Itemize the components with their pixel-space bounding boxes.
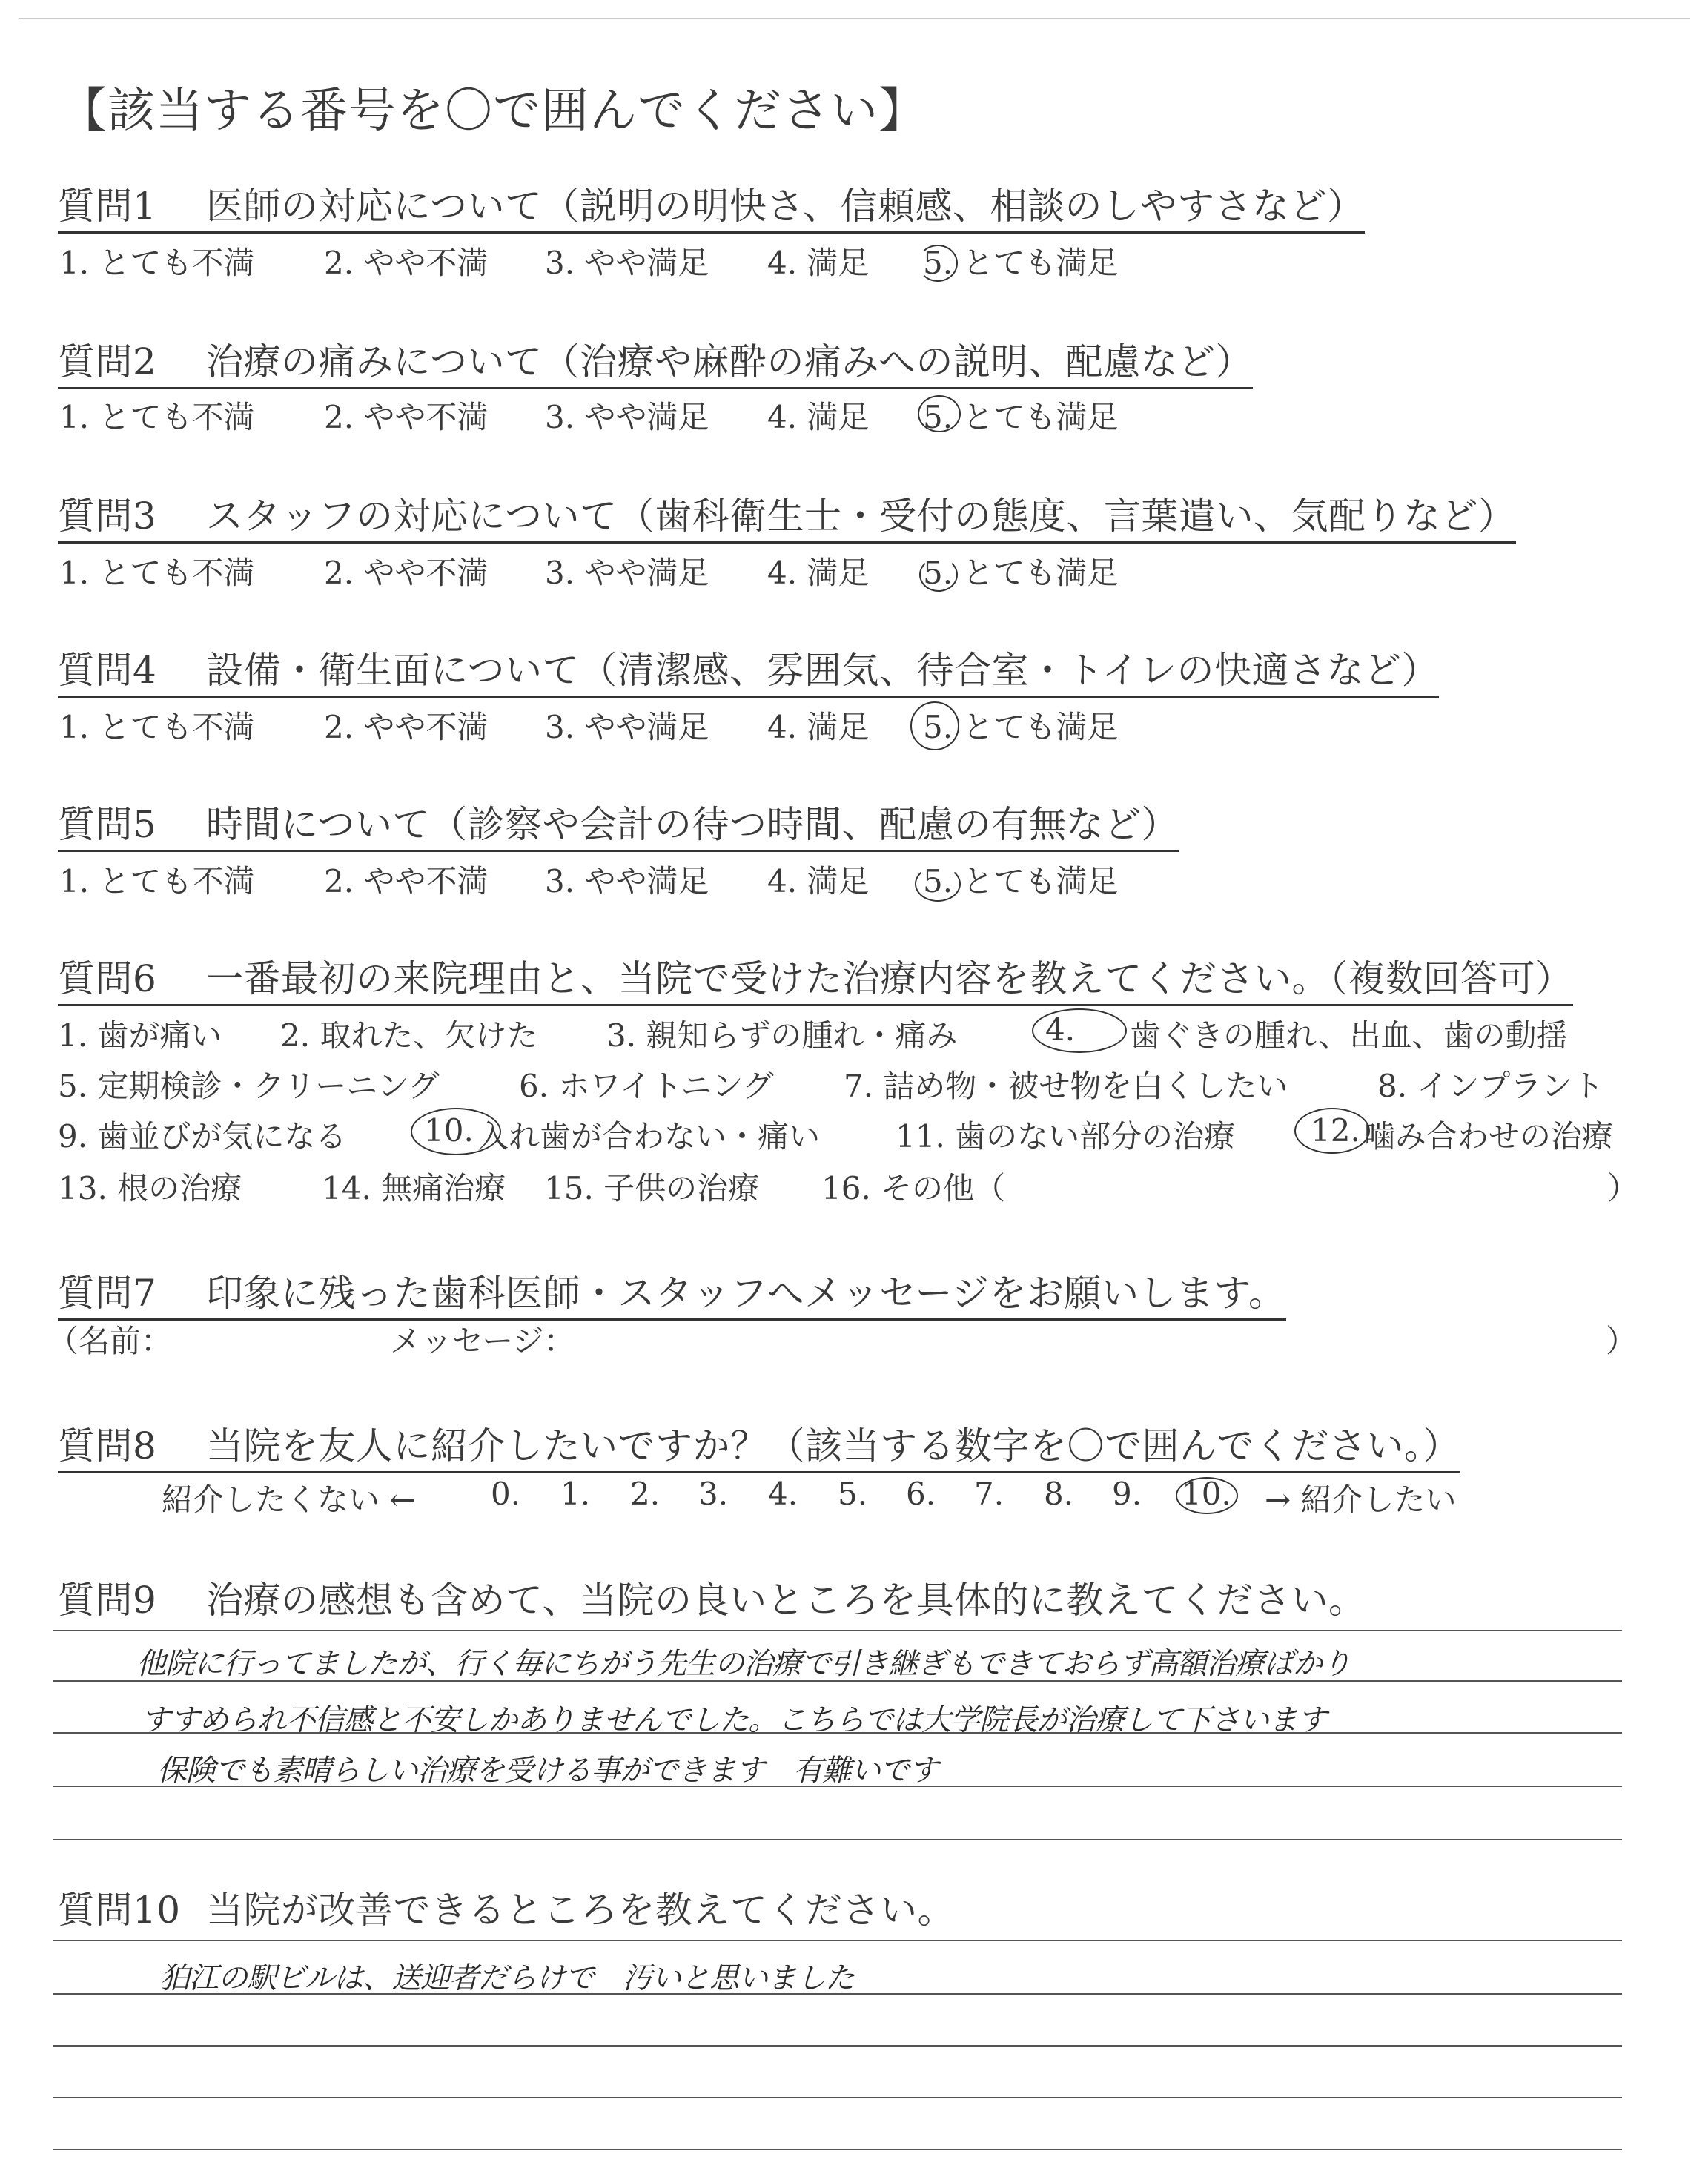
scale-9[interactable]: 9. [1112,1476,1142,1512]
question-number: 質問2 [58,340,157,383]
option-1[interactable]: 1. とても不満 [59,399,255,435]
q6-selection-mark-4 [1032,1008,1127,1053]
option-4[interactable]: 4. 満足 [767,399,870,435]
option-2[interactable]: 2. やや不満 [324,863,489,899]
q6-option-12-number[interactable]: 12. [1311,1112,1360,1149]
name-field-label[interactable]: （名前： [47,1323,173,1359]
option-3[interactable]: 3. やや満足 [545,555,709,591]
question-1-heading [58,176,1365,234]
answer-line [53,1630,1622,1631]
question-text: 時間について（診察や会計の待つ時間、配慮の有無など） [206,803,1179,846]
question-6-heading [58,949,1573,1006]
scale-right-label: → 紹介したい [1265,1482,1457,1518]
question-3 [58,486,1516,544]
top-border [19,18,1690,19]
q6-option-10-label[interactable]: 入れ歯が合わない・痛い [477,1118,821,1155]
answer-line [53,2045,1622,2047]
q6-option-2[interactable]: 2. 取れた、欠けた [280,1017,538,1054]
q7-close-paren: ） [1606,1323,1638,1359]
scale-10[interactable]: 10. [1182,1476,1231,1512]
answer-line [53,2097,1622,2098]
question-1 [58,176,1365,234]
question-5-heading [58,795,1179,852]
option-5[interactable]: 5. とても満足 [923,863,1119,899]
option-4[interactable]: 4. 満足 [767,709,870,745]
answer-line [53,1940,1622,1941]
q6-option-14[interactable]: 14. 無痛治療 [322,1170,506,1206]
option-2[interactable]: 2. やや不満 [324,709,489,745]
question-text: スタッフの対応について（歯科衛生士・受付の態度、言葉遣い、気配りなど） [206,495,1516,538]
scale-1[interactable]: 1. [560,1476,591,1512]
question-number: 質問1 [58,185,157,228]
q6-option-6[interactable]: 6. ホワイトニング [519,1068,774,1104]
question-10 [58,1880,955,1935]
scale-3[interactable]: 3. [698,1476,729,1512]
q10-answer[interactable]: 狛江の駅ビルは、送迎者だらけで 汚いと思いました [160,1961,854,1995]
q4-selection-mark [910,701,959,750]
question-4-heading [58,641,1439,698]
question-10-heading [58,1880,955,1935]
question-2 [58,332,1253,389]
q6-option-8[interactable]: 8. インプラント [1377,1068,1604,1104]
q9-answer-line-2[interactable]: すすめられ不信感と不安しかありませんでした。こちらでは大学院長が治療して下さいます [141,1703,1326,1737]
option-3[interactable]: 3. やや満足 [545,863,709,899]
option-4[interactable]: 4. 満足 [767,245,870,281]
option-5[interactable]: 5. とても満足 [923,399,1119,435]
q2-selection-mark [918,395,961,432]
option-4[interactable]: 4. 満足 [767,863,870,899]
page-title: 【該当する番号を〇で囲んでください】 [59,84,927,139]
option-1[interactable]: 1. とても不満 [59,709,255,745]
q6-option-11[interactable]: 11. 歯のない部分の治療 [896,1118,1236,1155]
question-5 [58,795,1179,852]
q6-option-9[interactable]: 9. 歯並びが気になる [58,1118,347,1155]
q6-selection-mark-10 [411,1108,501,1155]
q9-answer-line-1[interactable]: 他院に行ってましたが、行く毎にちがう先生の治療で引き継ぎもできておらず高額治療ばかり [136,1647,1351,1681]
q6-option-15[interactable]: 15. 子供の治療 [544,1170,760,1206]
question-7 [58,1264,1286,1321]
q6-option-13[interactable]: 13. 根の治療 [58,1170,242,1206]
q6-option-7[interactable]: 7. 詰め物・被せ物を白くしたい [844,1068,1288,1104]
option-2[interactable]: 2. やや不満 [324,245,489,281]
answer-line [53,2149,1622,2150]
question-text: 医師の対応について（説明の明快さ、信頼感、相談のしやすさなど） [206,185,1365,228]
option-5[interactable]: 5. とても満足 [923,245,1119,281]
option-1[interactable]: 1. とても不満 [59,245,255,281]
option-5[interactable]: 5. とても満足 [923,555,1119,591]
q6-option-4-label[interactable]: 歯ぐきの腫れ、出血、歯の動揺 [1130,1017,1568,1054]
q5-selection-mark [915,866,961,902]
option-4[interactable]: 4. 満足 [767,555,870,591]
q3-selection-mark [919,558,958,592]
q6-option-4-number[interactable]: 4. [1045,1011,1076,1048]
option-2[interactable]: 2. やや不満 [324,555,489,591]
q6-option-10-number[interactable]: 10. [424,1112,474,1149]
question-4 [58,641,1439,698]
question-9-heading [58,1571,1366,1625]
question-text: 治療の感想も含めて、当院の良いところを具体的に教えてください。 [206,1579,1366,1622]
option-3[interactable]: 3. やや満足 [545,399,709,435]
question-text: 当院を友人に紹介したいですか？（該当する数字を〇で囲んでください。） [206,1424,1460,1467]
scale-6[interactable]: 6. [906,1476,936,1512]
scale-5[interactable]: 5. [838,1476,868,1512]
question-2-heading [58,332,1253,389]
question-text: 治療の痛みについて（治療や麻酔の痛みへの説明、配慮など） [206,340,1253,383]
q6-selection-mark-12 [1294,1108,1370,1154]
q6-option-16[interactable]: 16. その他（ [821,1170,1006,1206]
question-text: 印象に残った歯科医師・スタッフへメッセージをお願いします。 [206,1272,1286,1315]
option-2[interactable]: 2. やや不満 [324,399,489,435]
question-7-heading [58,1264,1286,1321]
q9-answer-line-3[interactable]: 保険でも素晴らしい治療を受ける事ができます 有難いです [157,1754,938,1788]
question-number: 質問4 [58,649,157,692]
q6-option-5[interactable]: 5. 定期検診・クリーニング [58,1068,440,1104]
scale-left-label: 紹介したくない ← [162,1482,416,1518]
option-1[interactable]: 1. とても不満 [59,863,255,899]
scale-8[interactable]: 8. [1044,1476,1074,1512]
question-number: 質問3 [58,495,157,538]
option-5[interactable]: 5. とても満足 [923,709,1119,745]
option-3[interactable]: 3. やや満足 [545,709,709,745]
question-text: 当院が改善できるところを教えてください。 [206,1889,955,1932]
question-number: 質問8 [58,1424,157,1467]
scale-2[interactable]: 2. [630,1476,661,1512]
question-text: 一番最初の来院理由と、当院で受けた治療内容を教えてください。（複数回答可） [206,957,1573,1000]
question-number: 質問5 [58,803,157,846]
q1-selection-mark [918,245,958,282]
option-1[interactable]: 1. とても不満 [59,555,255,591]
q6-option-16-close: ） [1607,1170,1639,1206]
q6-option-1[interactable]: 1. 歯が痛い [58,1017,222,1054]
question-8 [58,1416,1460,1473]
question-8-heading [58,1416,1460,1473]
question-3-heading [58,486,1516,544]
q6-option-12-label[interactable]: 噛み合わせの治療 [1364,1118,1614,1155]
scale-4[interactable]: 4. [768,1476,798,1512]
question-number: 質問6 [58,957,157,1000]
question-number: 質問9 [58,1579,157,1622]
answer-line [53,1839,1622,1840]
option-3[interactable]: 3. やや満足 [545,245,709,281]
question-9 [58,1571,1366,1625]
q8-selection-mark [1176,1477,1238,1514]
scale-0[interactable]: 0. [491,1476,521,1512]
question-number: 質問10 [58,1889,181,1932]
question-number: 質問7 [58,1272,157,1315]
question-6 [58,949,1573,1006]
scale-7[interactable]: 7. [974,1476,1004,1512]
message-field-label[interactable]: メッセージ： [390,1323,575,1359]
question-text: 設備・衛生面について（清潔感、雰囲気、待合室・トイレの快適さなど） [206,649,1439,692]
q6-option-3[interactable]: 3. 親知らずの腫れ・痛み [606,1017,958,1054]
